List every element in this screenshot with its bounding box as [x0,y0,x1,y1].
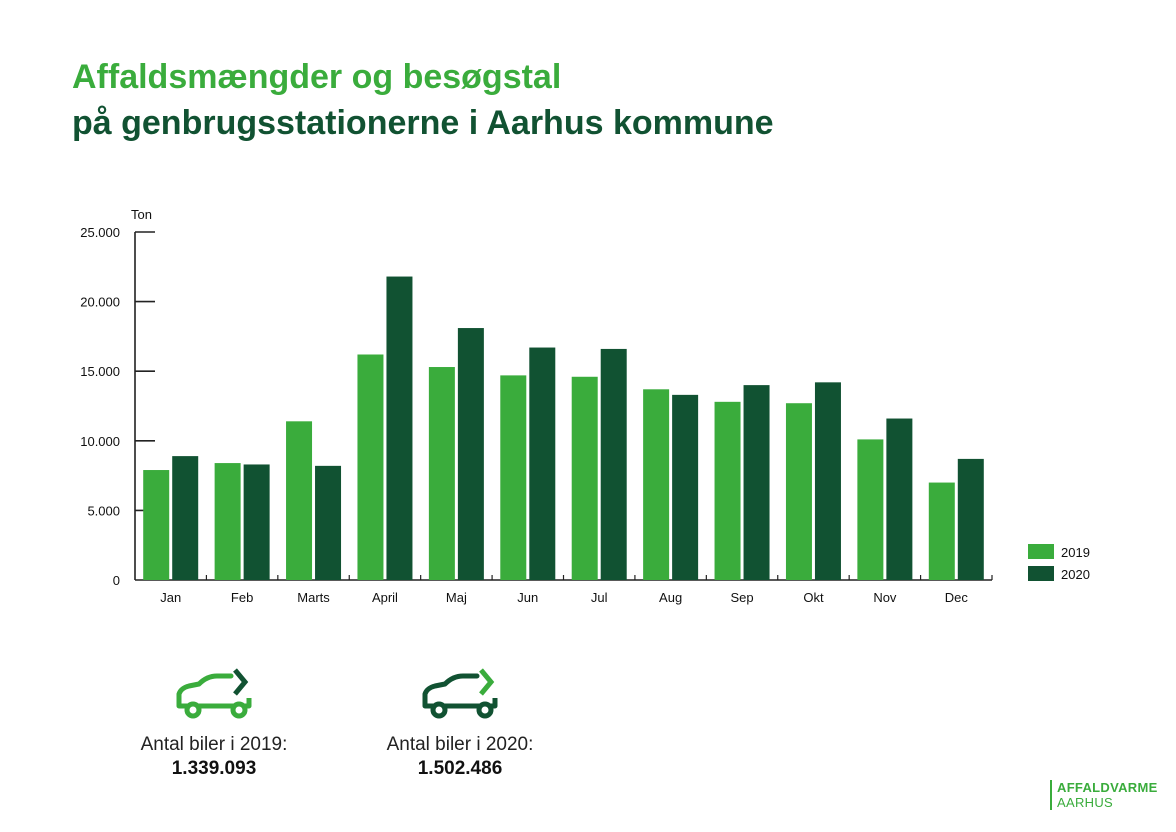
x-tick-label: Feb [230,590,254,605]
bar-2019-aug [643,389,669,580]
car-count-value: 1.502.486 [417,758,503,779]
legend-swatch-2020 [1028,566,1054,581]
legend-label-2019: 2019 [1061,545,1090,560]
car-count-value: 1.339.093 [171,758,257,779]
bar-2020-jan [172,456,198,580]
bar-2019-jan [143,470,169,580]
bar-2020-april [386,277,412,580]
x-tick-label: Jul [590,590,608,605]
car-arrow-icon [169,664,259,724]
bar-2019-dec [929,483,955,580]
legend-label-2020: 2020 [1061,567,1090,582]
x-tick-label: Maj [445,590,467,605]
y-tick-label: 20.000 [80,294,120,310]
y-tick-label: 15.000 [80,364,120,380]
bar-2019-jun [500,375,526,580]
affaldvarme-logo [1050,780,1158,810]
y-tick-label: 5.000 [87,503,120,519]
bar-2020-dec [958,459,984,580]
bar-2020-sep [744,385,770,580]
car-count-label: Antal biler i 2019: [140,734,288,755]
bar-2019-sep [715,402,741,580]
bar-2019-nov [857,439,883,580]
logo-text-top: AFFALDVARME [1057,780,1158,795]
x-tick-label: Marts [297,590,330,605]
y-tick-label: 10.000 [80,433,120,449]
x-tick-label: Nov [873,590,897,605]
car-count-label: Antal biler i 2020: [386,734,534,755]
x-tick-label: Jan [160,590,182,605]
x-tick-label: Okt [803,590,824,605]
bar-2019-maj [429,367,455,580]
bar-2019-april [357,354,383,580]
logo-text-bottom: AARHUS [1057,795,1113,810]
bar-2020-marts [315,466,341,580]
x-tick-label: Jun [517,590,539,605]
car-arrow-icon [415,664,505,724]
x-tick-label: Sep [730,590,754,605]
x-tick-label: Aug [659,590,683,605]
bar-2020-maj [458,328,484,580]
bar-2020-jul [601,349,627,580]
car-count-2019 [114,664,314,780]
bar-2020-okt [815,382,841,580]
legend-swatch-2019 [1028,544,1054,559]
bar-2020-aug [672,395,698,580]
x-tick-label: Dec [944,590,968,605]
y-axis-label: Ton [131,207,152,222]
y-tick-label: 25.000 [80,225,120,240]
car-count-2020 [360,664,560,780]
x-tick-label: April [371,590,398,605]
bar-2019-jul [572,377,598,580]
bar-2019-feb [215,463,241,580]
bar-2020-jun [529,348,555,580]
bar-2019-marts [286,421,312,580]
y-tick-label: 0 [112,573,120,588]
chart-title-line-2: på genbrugsstationerne i Aarhus kommune [72,104,774,142]
bar-2019-okt [786,403,812,580]
chart-title-line-1: Affaldsmængder og besøgstal [72,58,562,96]
bar-2020-nov [886,419,912,580]
bar-2020-feb [244,464,270,580]
